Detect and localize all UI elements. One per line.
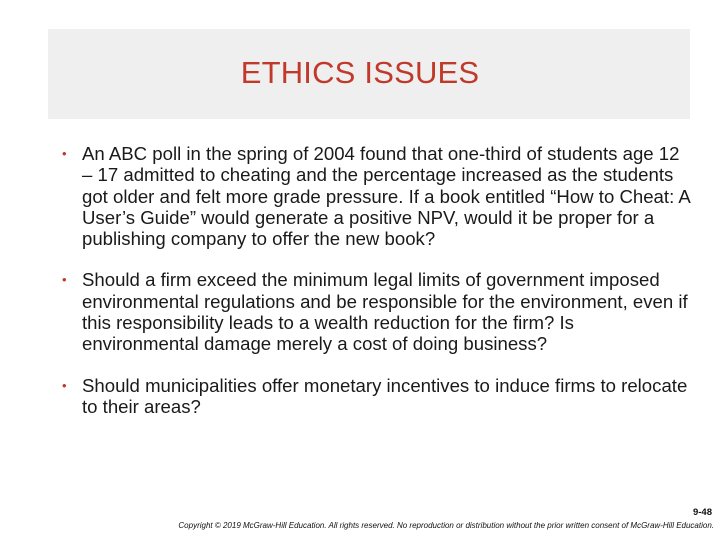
bullet-marker: • bbox=[62, 272, 67, 288]
bullet-marker: • bbox=[62, 146, 67, 161]
bullet-item bbox=[62, 269, 692, 354]
slide-title: ETHICS ISSUES bbox=[240, 55, 480, 90]
bullet-item bbox=[62, 375, 692, 418]
copyright-notice: Copyright © 2019 McGraw-Hill Education. All rights reserved. No reproduction or distribution without the prior written consent of McGraw-Hill Education. bbox=[178, 521, 714, 530]
bullet-item bbox=[62, 143, 692, 249]
bullet-list bbox=[62, 143, 692, 437]
bullet-text: An ABC poll in the spring of 2004 found that one-third of students age 12 – 17 admitted to cheating and the percentage increased as the students got older and felt more grade pressure. If a book entitled “How to Cheat: A User’s Guide” would generate a positive NPV, would it be proper for a publishing company to offer the new book? bbox=[82, 143, 690, 250]
bullet-text: Should a firm exceed the minimum legal limits of government imposed environmental regulations and be responsible for the environment, even if this responsibility leads to a wealth reduction for the firm? Is environmental damage merely a cost of doing business? bbox=[82, 269, 688, 355]
page-number: 9-48 bbox=[692, 507, 712, 518]
bullet-text: Should municipalities offer monetary incentives to induce firms to relocate to their areas? bbox=[82, 374, 688, 417]
bullet-marker: • bbox=[62, 377, 67, 393]
